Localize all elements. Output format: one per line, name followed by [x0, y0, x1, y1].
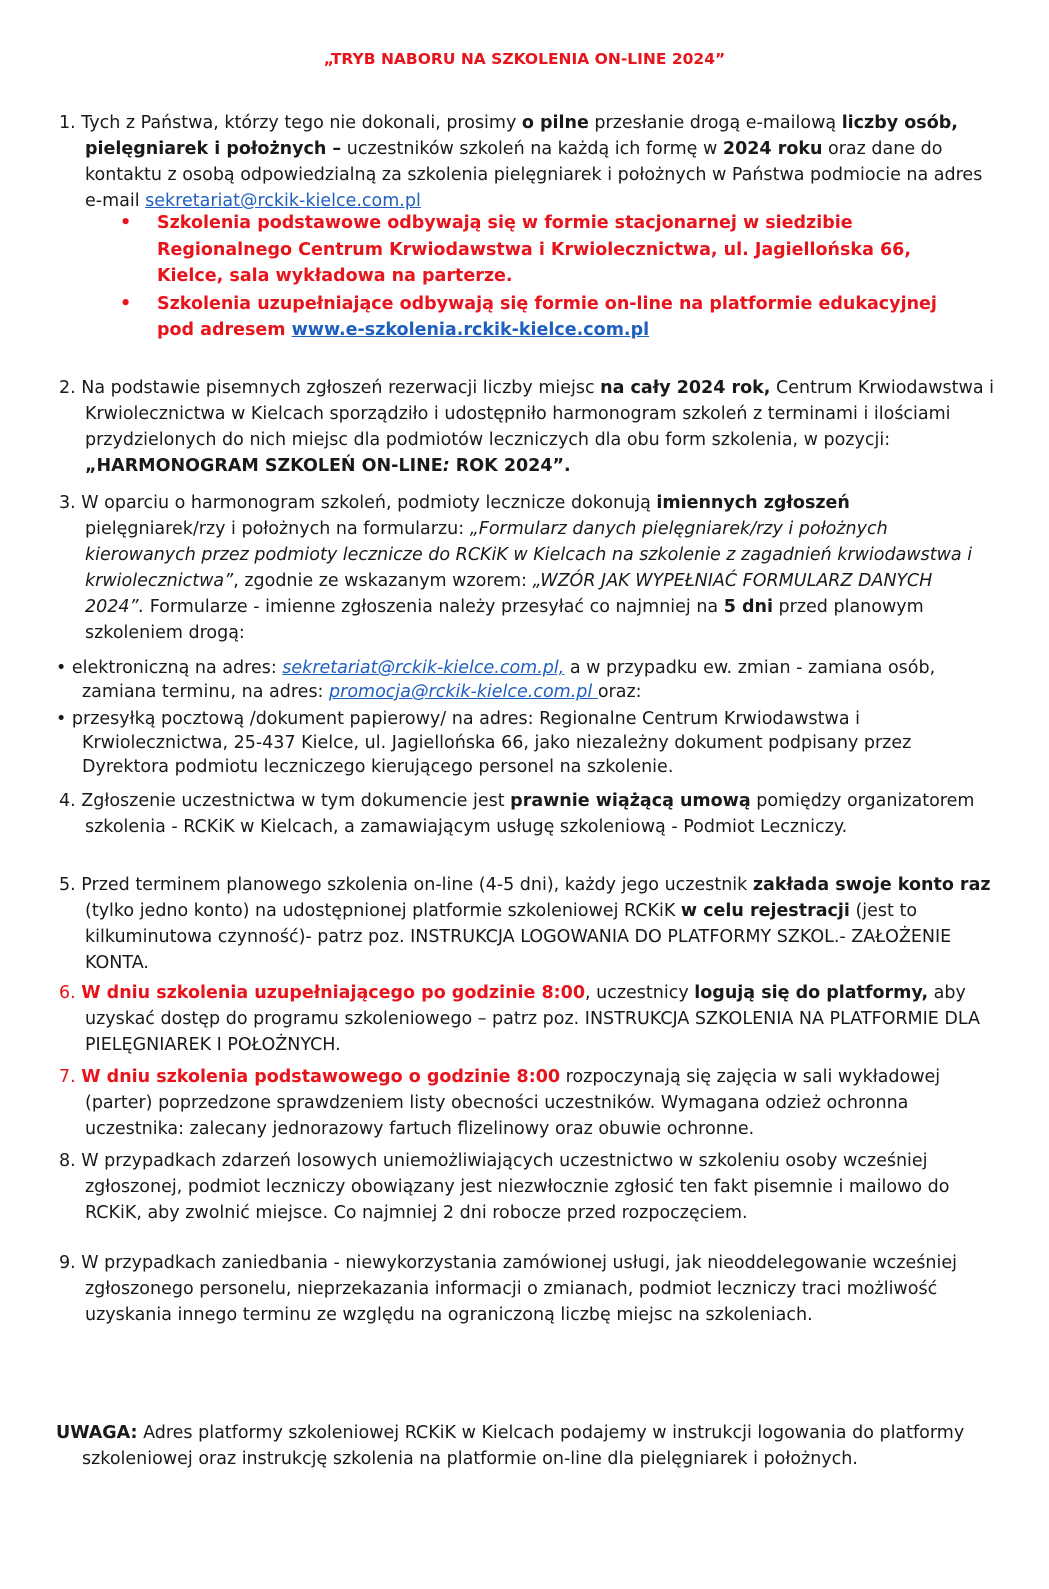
- text-segment: W dniu szkolenia uzupełniającego po godzinie 8:00: [81, 983, 586, 1003]
- text-segment: 4. Zgłoszenie uczestnictwa w tym dokumencie jest: [59, 791, 511, 811]
- text-segment: Formularze - imienne zgłoszenia należy przesyłać co najmniej na: [144, 597, 724, 617]
- text-segment: • elektroniczną na adres:: [56, 658, 283, 678]
- text-segment: ROK 2024”.: [449, 456, 571, 476]
- text-segment: logują się do platformy,: [694, 983, 929, 1003]
- text-segment: „WZÓR JAK WYPEŁNIAĆ FORMULARZ DANYCH 2024”.: [85, 571, 933, 617]
- red-bullet-online: • Szkolenia uzupełniające odbywają się formie on-line na platformie edukacyjnej pod adresem www.e-szkolenia.rckik-kielce.com.pl: [120, 293, 937, 340]
- text-segment: 1. Tych z Państwa, którzy tego nie dokonali, prosimy: [59, 113, 522, 133]
- text-segment: pomiędzy organizatorem szkolenia - RCKiK w Kielcach, a zamawiającym usługę szkoleniową - Podmiot Leczniczy.: [85, 791, 975, 837]
- list-item-1: [59, 110, 995, 214]
- text-segment: 2024 roku: [722, 139, 823, 159]
- text-segment: :: [442, 456, 450, 476]
- list-item-4: [59, 788, 995, 840]
- email-or-url-link[interactable]: www.e-szkolenia.rckik-kielce.com.pl: [291, 320, 650, 340]
- text-segment: 8. W przypadkach zdarzeń losowych uniemożliwiających uczestnictwo w szkoleniu osoby wcześniej zgłoszonej, podmiot leczniczy obowiązany jest niezwłocznie zgłosić ten fakt pisemnie i mailowo do RCKiK, aby zwolnić miejsce. Co najmniej 2 dni robocze przed rozpoczęciem.: [59, 1151, 950, 1223]
- text-segment: Szkolenia podstawowe odbywają się w formie stacjonarnej w siedzibie Regionalnego Centrum Krwiodawstwa i Krwiolecznictwa, ul. Jagiellońska 66, Kielce, sala wykładowa na parterze.: [157, 213, 911, 286]
- document-title: „TRYB NABORU NA SZKOLENIA ON-LINE 2024”: [323, 50, 726, 68]
- text-segment: 5. Przed terminem planowego szkolenia on-line (4-5 dni), każdy jego uczestnik: [59, 875, 753, 895]
- text-segment: 2. Na podstawie pisemnych zgłoszeń rezerwacji liczby miejsc: [59, 378, 601, 398]
- text-segment: liczby osób, pielęgniarek i położnych –: [85, 113, 958, 159]
- text-segment: (tylko jedno konto) na udostępnionej platformie szkoleniowej RCKiK: [85, 901, 681, 921]
- list-item-9: [59, 1250, 995, 1328]
- text-segment: 5 dni: [723, 597, 773, 617]
- text-segment: aby uzyskać dostęp do programu szkoleniowego – patrz poz. INSTRUKCJA SZKOLENIA NA PLATFORMIE DLA PIELĘGNIAREK I POŁOŻNYCH.: [85, 983, 981, 1055]
- text-segment: przesłanie drogą e-mailową: [588, 113, 842, 133]
- text-segment: oraz:: [597, 682, 642, 702]
- list-item-7: [59, 1064, 995, 1142]
- email-or-url-link[interactable]: sekretariat@rckik-kielce.com.pl: [145, 191, 421, 211]
- list-item-2: [59, 375, 995, 479]
- text-segment: prawnie wiążącą umową: [510, 791, 751, 811]
- text-segment: , uczestnicy: [585, 983, 695, 1003]
- list-item-6: [59, 980, 995, 1058]
- text-segment: Adres platformy szkoleniowej RCKiK w Kielcach podajemy w instrukcji logowania do platformy szkoleniowej oraz instrukcję szkolenia na platformie on-line dla pielęgniarek i położnych.: [82, 1423, 965, 1469]
- text-segment: imiennych zgłoszeń: [656, 493, 850, 513]
- text-segment: „HARMONOGRAM SZKOLEŃ ON-LINE: [85, 456, 443, 476]
- red-bullet-list: [120, 210, 970, 345]
- text-segment: przed planowym szkoleniem drogą:: [85, 597, 924, 643]
- list-item-3: [59, 490, 995, 646]
- text-segment: na cały 2024 rok,: [600, 378, 771, 398]
- email-or-url-link[interactable]: sekretariat@rckik-kielce.com.pl,: [282, 658, 565, 678]
- text-segment: (jest to kilkuminutowa czynność)- patrz poz. INSTRUKCJA LOGOWANIA DO PLATFORMY SZKOL.- ZAŁOŻENIE KONTA.: [85, 901, 952, 973]
- text-segment: UWAGA:: [56, 1423, 138, 1443]
- text-segment: 9. W przypadkach zaniedbania - niewykorzystania zamówionej usługi, jak nieoddelegowanie wcześniej zgłoszonego personelu, nieprzekazania informacji o zmianach, podmiot leczniczy traci możliwość uzyskania innego terminu ze względu na ograniczoną liczbę miejsc na szkoleniach.: [59, 1253, 957, 1325]
- list-item-8: [59, 1148, 995, 1226]
- text-segment: oraz dane do kontaktu z osobą odpowiedzialną za szkolenia pielęgniarek i położnych w Państwa podmiocie na adres e-mail: [85, 139, 983, 211]
- note-uwaga: [56, 1420, 972, 1472]
- text-segment: „Formularz danych pielęgniarek/rzy i położnych kierowanych przez podmioty lecznicze do RCKiK w Kielcach na szkolenie z zagadnień krwiodawstwa i krwiolecznictwa”: [85, 519, 973, 591]
- bullet-postal: [56, 707, 992, 779]
- text-segment: 3. W oparciu o harmonogram szkoleń, podmioty lecznicze dokonują: [59, 493, 657, 513]
- text-segment: , zgodnie ze wskazanym wzorem:: [233, 571, 533, 591]
- text-segment: W dniu szkolenia podstawowego o godzinie 8:00: [81, 1067, 561, 1087]
- text-segment: rozpoczynają się zajęcia w sali wykładowej (parter) poprzedzone sprawdzeniem listy obecności uczestników. Wymagana odzież ochronna uczestnika: zalecany jednorazowy fartuch flizelinowy oraz obuwie ochronne.: [85, 1067, 941, 1139]
- list-item-5: [59, 872, 995, 976]
- red-bullet-stationary: • Szkolenia podstawowe odbywają się w formie stacjonarnej w siedzibie Regionalnego Centrum Krwiodawstwa i Krwiolecznictwa, ul. Jagiellońska 66, Kielce, sala wykładowa na parterze.: [120, 213, 911, 286]
- email-or-url-link[interactable]: promocja@rckik-kielce.com.pl: [329, 682, 598, 702]
- text-segment: uczestników szkoleń na każdą ich formę w: [341, 139, 723, 159]
- text-segment: Szkolenia uzupełniające odbywają się formie on-line na platformie edukacyjnej pod adresem: [157, 293, 937, 340]
- bullet-electronic: [56, 656, 992, 704]
- text-segment: 7.: [59, 1067, 82, 1087]
- text-segment: pielęgniarek/rzy i położnych na formularzu:: [85, 519, 470, 539]
- text-segment: 6.: [59, 983, 82, 1003]
- text-segment: w celu rejestracji: [680, 901, 850, 921]
- text-segment: o pilne: [521, 113, 589, 133]
- text-segment: a w przypadku ew. zmian - zamiana osób, zamiana terminu, na adres:: [82, 658, 936, 702]
- text-segment: zakłada swoje konto raz: [752, 875, 991, 895]
- text-segment: • przesyłką pocztową /dokument papierowy/ na adres: Regionalne Centrum Krwiodawstwa i Krwiolecznictwa, 25-437 Kielce, ul. Jagiellońska 66, jako niezależny dokument podpisany przez Dyrektora podmiotu leczniczego kierującego personel na szkolenie.: [56, 709, 912, 777]
- text-segment: Centrum Krwiodawstwa i Krwiolecznictwa w Kielcach sporządziło i udostępniło harmonogram szkoleń z terminami i ilościami przydzielonych do nich miejsc dla podmiotów leczniczych dla obu form szkolenia, w pozycji:: [85, 378, 994, 450]
